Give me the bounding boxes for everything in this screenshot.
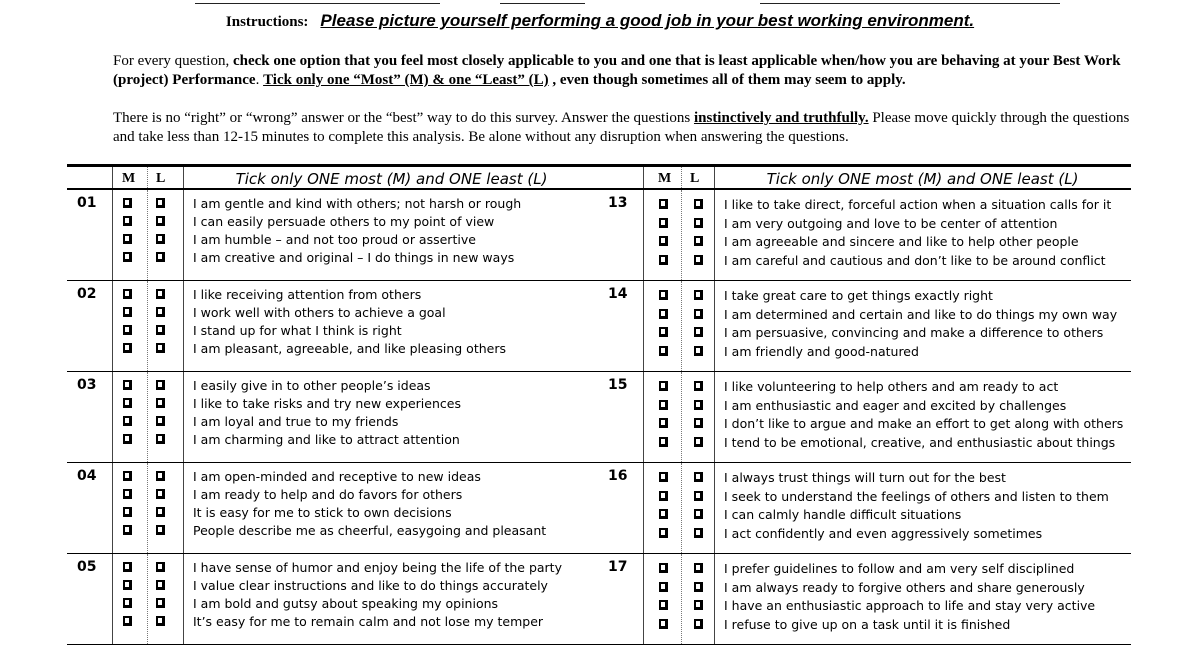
option-text: I am pleasant, agreeable, and like pleasing others bbox=[193, 341, 506, 356]
most-checkbox[interactable] bbox=[659, 528, 668, 538]
most-checkbox[interactable] bbox=[659, 218, 668, 228]
least-checkbox[interactable] bbox=[156, 289, 165, 299]
option-row bbox=[67, 504, 600, 522]
most-checkbox[interactable] bbox=[123, 525, 132, 535]
option-row bbox=[67, 595, 600, 613]
col-m-header: M bbox=[658, 171, 672, 186]
option-text: I am very outgoing and love to be center of attention bbox=[724, 215, 1058, 231]
intro-p1-d: Tick only one “Most” (M) & one “Least” (L) bbox=[263, 72, 549, 88]
intro-p1-a: For every question, bbox=[113, 53, 233, 69]
option-text: I am careful and cautious and don’t like to be around conflict bbox=[724, 252, 1106, 268]
least-checkbox[interactable] bbox=[694, 290, 703, 300]
question-block bbox=[598, 554, 1131, 645]
col-l-header: L bbox=[156, 171, 166, 186]
option-row bbox=[598, 415, 1131, 433]
option-row bbox=[598, 579, 1131, 597]
least-checkbox[interactable] bbox=[694, 472, 703, 482]
instructions bbox=[0, 11, 1200, 31]
question-block bbox=[598, 372, 1131, 463]
least-checkbox[interactable] bbox=[156, 307, 165, 317]
least-checkbox[interactable] bbox=[694, 346, 703, 356]
question-block bbox=[598, 281, 1131, 372]
least-checkbox[interactable] bbox=[156, 380, 165, 390]
question-block bbox=[67, 190, 600, 281]
option-row bbox=[598, 397, 1131, 415]
most-checkbox[interactable] bbox=[123, 434, 132, 444]
form-fields-top-line bbox=[0, 0, 1200, 8]
least-checkbox[interactable] bbox=[694, 491, 703, 501]
intro-p1-c: . bbox=[255, 72, 264, 88]
option-row bbox=[67, 395, 600, 413]
option-row bbox=[67, 468, 600, 486]
least-checkbox[interactable] bbox=[694, 381, 703, 391]
option-text: I am gentle and kind with others; not harsh or rough bbox=[193, 196, 522, 211]
most-checkbox[interactable] bbox=[659, 619, 668, 629]
option-text: I value clear instructions and like to do things accurately bbox=[193, 578, 548, 593]
option-text: I can calmly handle difficult situations bbox=[724, 507, 962, 522]
question-block bbox=[67, 372, 600, 463]
option-text: It’s easy for me to remain calm and not lose my temper bbox=[193, 614, 544, 629]
intro-p2-c: Please move quickly through the questions and take less than 12-15 minutes to complete this analysis. Be alone without any disruption when answering the questions. bbox=[113, 110, 1130, 145]
option-row bbox=[598, 306, 1131, 324]
option-row bbox=[67, 304, 600, 322]
intro-p1-b: check one option that you feel most closely applicable to you and one that is least applicable when/how you are behaving at your Best Work (project) Performance bbox=[113, 53, 1121, 88]
option-row bbox=[598, 287, 1131, 305]
option-text: I act confidently and even aggressively sometimes bbox=[724, 525, 1043, 541]
option-text: I am humble – and not too proud or assertive bbox=[193, 232, 476, 247]
option-text: I am always ready to forgive others and share generously bbox=[724, 579, 1085, 595]
least-checkbox[interactable] bbox=[156, 598, 165, 608]
questions-table-right bbox=[598, 164, 1131, 645]
option-text: I have sense of humor and enjoy being the life of the party bbox=[193, 560, 562, 575]
least-checkbox[interactable] bbox=[156, 616, 165, 626]
most-checkbox[interactable] bbox=[659, 400, 668, 410]
least-checkbox[interactable] bbox=[156, 325, 165, 335]
col-title-header: Tick only ONE most (M) and ONE least (L) bbox=[235, 170, 548, 188]
option-text: I like to take risks and try new experiences bbox=[193, 396, 461, 411]
intro-paragraph-1 bbox=[113, 52, 1133, 90]
question-number: 04 bbox=[77, 468, 97, 484]
option-text: I am agreeable and sincere and like to help other people bbox=[724, 234, 1079, 249]
most-checkbox[interactable] bbox=[123, 471, 132, 481]
most-checkbox[interactable] bbox=[123, 307, 132, 317]
most-checkbox[interactable] bbox=[123, 616, 132, 626]
option-text: People describe me as cheerful, easygoing and pleasant bbox=[193, 523, 547, 538]
least-checkbox[interactable] bbox=[694, 418, 703, 428]
question-number: 15 bbox=[608, 377, 628, 393]
most-checkbox[interactable] bbox=[123, 252, 132, 262]
least-checkbox[interactable] bbox=[156, 489, 165, 499]
option-text: I am loyal and true to my friends bbox=[193, 414, 399, 429]
questions-table-left bbox=[67, 164, 600, 645]
most-checkbox[interactable] bbox=[123, 598, 132, 608]
intro-p1-e: , even though sometimes all of them may seem to apply. bbox=[548, 72, 906, 88]
least-checkbox[interactable] bbox=[694, 600, 703, 610]
option-row bbox=[67, 431, 600, 449]
option-text: I work well with others to achieve a goal bbox=[193, 305, 446, 320]
option-text: I stand up for what I think is right bbox=[193, 323, 402, 338]
option-text: I tend to be emotional, creative, and enthusiastic about things bbox=[724, 434, 1116, 450]
most-checkbox[interactable] bbox=[123, 198, 132, 208]
most-checkbox[interactable] bbox=[123, 416, 132, 426]
most-checkbox[interactable] bbox=[659, 472, 668, 482]
least-checkbox[interactable] bbox=[694, 236, 703, 246]
question-block bbox=[67, 554, 600, 645]
option-row bbox=[598, 324, 1131, 342]
most-checkbox[interactable] bbox=[659, 327, 668, 337]
option-text: I am persuasive, convincing and make a difference to others bbox=[724, 325, 1104, 340]
least-checkbox[interactable] bbox=[694, 563, 703, 573]
least-checkbox[interactable] bbox=[156, 471, 165, 481]
option-row bbox=[67, 249, 600, 267]
question-number: 02 bbox=[77, 286, 97, 302]
option-text: I am friendly and good-natured bbox=[724, 343, 919, 359]
option-text: I am enthusiastic and eager and excited by challenges bbox=[724, 397, 1067, 413]
option-row bbox=[67, 413, 600, 431]
intro-p2-a: There is no “right” or “wrong” answer or the “best” way to do this survey. Answer the questions bbox=[113, 110, 694, 126]
option-row bbox=[598, 233, 1131, 251]
most-checkbox[interactable] bbox=[123, 289, 132, 299]
question-block bbox=[598, 190, 1131, 281]
most-checkbox[interactable] bbox=[659, 199, 668, 209]
least-checkbox[interactable] bbox=[156, 416, 165, 426]
table-header bbox=[598, 164, 1131, 190]
option-row bbox=[598, 469, 1131, 487]
most-checkbox[interactable] bbox=[123, 234, 132, 244]
question-block bbox=[67, 463, 600, 554]
option-text: I am charming and like to attract attention bbox=[193, 432, 460, 447]
option-row bbox=[67, 322, 600, 340]
option-text: I am open-minded and receptive to new ideas bbox=[193, 469, 481, 484]
option-row bbox=[67, 377, 600, 395]
least-checkbox[interactable] bbox=[694, 437, 703, 447]
most-checkbox[interactable] bbox=[659, 600, 668, 610]
option-text: I am creative and original – I do things in new ways bbox=[193, 250, 515, 265]
intro-paragraph-2 bbox=[113, 109, 1133, 147]
question-number: 05 bbox=[77, 559, 97, 575]
most-checkbox[interactable] bbox=[659, 255, 668, 265]
option-text: It is easy for me to stick to own decisions bbox=[193, 505, 452, 520]
question-number: 03 bbox=[77, 377, 97, 393]
most-checkbox[interactable] bbox=[659, 346, 668, 356]
most-checkbox[interactable] bbox=[659, 563, 668, 573]
least-checkbox[interactable] bbox=[694, 528, 703, 538]
option-text: I am determined and certain and like to do things my own way bbox=[724, 306, 1118, 322]
question-number: 13 bbox=[608, 195, 628, 211]
option-row bbox=[598, 343, 1131, 361]
most-checkbox[interactable] bbox=[659, 509, 668, 519]
question-number: 14 bbox=[608, 286, 628, 302]
question-block bbox=[67, 281, 600, 372]
least-checkbox[interactable] bbox=[694, 199, 703, 209]
most-checkbox[interactable] bbox=[123, 216, 132, 226]
option-row bbox=[67, 286, 600, 304]
option-row bbox=[598, 560, 1131, 578]
most-checkbox[interactable] bbox=[123, 325, 132, 335]
most-checkbox[interactable] bbox=[659, 437, 668, 447]
option-text: I prefer guidelines to follow and am very self disciplined bbox=[724, 561, 1075, 576]
least-checkbox[interactable] bbox=[156, 580, 165, 590]
table-header bbox=[67, 164, 600, 190]
option-text: I always trust things will turn out for the best bbox=[724, 470, 1006, 485]
most-checkbox[interactable] bbox=[659, 290, 668, 300]
option-row bbox=[67, 613, 600, 631]
option-row bbox=[67, 577, 600, 595]
most-checkbox[interactable] bbox=[659, 582, 668, 592]
col-title-header: Tick only ONE most (M) and ONE least (L) bbox=[766, 170, 1079, 188]
question-block bbox=[598, 463, 1131, 554]
least-checkbox[interactable] bbox=[156, 198, 165, 208]
most-checkbox[interactable] bbox=[123, 398, 132, 408]
most-checkbox[interactable] bbox=[123, 380, 132, 390]
question-number: 16 bbox=[608, 468, 628, 484]
most-checkbox[interactable] bbox=[123, 489, 132, 499]
option-row bbox=[598, 252, 1131, 270]
option-text: I take great care to get things exactly right bbox=[724, 288, 993, 303]
question-number: 17 bbox=[608, 559, 628, 575]
option-row bbox=[67, 195, 600, 213]
least-checkbox[interactable] bbox=[694, 509, 703, 519]
most-checkbox[interactable] bbox=[659, 491, 668, 501]
least-checkbox[interactable] bbox=[694, 400, 703, 410]
least-checkbox[interactable] bbox=[156, 525, 165, 535]
least-checkbox[interactable] bbox=[156, 216, 165, 226]
least-checkbox[interactable] bbox=[694, 255, 703, 265]
option-text: I am ready to help and do favors for others bbox=[193, 487, 463, 502]
option-text: I easily give in to other people’s ideas bbox=[193, 378, 431, 393]
option-row bbox=[67, 522, 600, 540]
option-text: I like volunteering to help others and am ready to act bbox=[724, 379, 1059, 394]
option-text: I am bold and gutsy about speaking my opinions bbox=[193, 596, 499, 611]
option-text: I like to take direct, forceful action when a situation calls for it bbox=[724, 197, 1112, 212]
option-row bbox=[67, 340, 600, 358]
option-row bbox=[598, 525, 1131, 543]
option-row bbox=[67, 231, 600, 249]
col-m-header: M bbox=[122, 171, 136, 186]
option-row bbox=[67, 213, 600, 231]
intro-p2-b: instinctively and truthfully. bbox=[693, 110, 869, 126]
most-checkbox[interactable] bbox=[659, 309, 668, 319]
most-checkbox[interactable] bbox=[659, 236, 668, 246]
least-checkbox[interactable] bbox=[694, 309, 703, 319]
option-row bbox=[598, 434, 1131, 452]
option-row bbox=[598, 488, 1131, 506]
least-checkbox[interactable] bbox=[156, 234, 165, 244]
option-row bbox=[67, 486, 600, 504]
instructions-text: Please picture yourself performing a good job in your best working environment. bbox=[320, 11, 975, 30]
option-text: I like receiving attention from others bbox=[193, 287, 422, 302]
option-row bbox=[67, 559, 600, 577]
most-checkbox[interactable] bbox=[659, 418, 668, 428]
option-row bbox=[598, 378, 1131, 396]
option-text: I don’t like to argue and make an effort to get along with others bbox=[724, 416, 1124, 431]
least-checkbox[interactable] bbox=[156, 562, 165, 572]
least-checkbox[interactable] bbox=[156, 434, 165, 444]
most-checkbox[interactable] bbox=[659, 381, 668, 391]
instructions-label: Instructions: bbox=[225, 14, 309, 30]
option-row bbox=[598, 616, 1131, 634]
col-l-header: L bbox=[690, 171, 700, 186]
least-checkbox[interactable] bbox=[156, 398, 165, 408]
least-checkbox[interactable] bbox=[694, 582, 703, 592]
option-text: I can easily persuade others to my point of view bbox=[193, 214, 495, 229]
option-row bbox=[598, 215, 1131, 233]
option-row bbox=[598, 506, 1131, 524]
option-row bbox=[598, 597, 1131, 615]
option-text: I seek to understand the feelings of others and listen to them bbox=[724, 488, 1109, 504]
most-checkbox[interactable] bbox=[123, 507, 132, 517]
least-checkbox[interactable] bbox=[694, 327, 703, 337]
option-text: I refuse to give up on a task until it is finished bbox=[724, 616, 1011, 632]
least-checkbox[interactable] bbox=[694, 619, 703, 629]
most-checkbox[interactable] bbox=[123, 343, 132, 353]
most-checkbox[interactable] bbox=[123, 580, 132, 590]
least-checkbox[interactable] bbox=[694, 218, 703, 228]
most-checkbox[interactable] bbox=[123, 562, 132, 572]
least-checkbox[interactable] bbox=[156, 507, 165, 517]
option-row bbox=[598, 196, 1131, 214]
least-checkbox[interactable] bbox=[156, 343, 165, 353]
least-checkbox[interactable] bbox=[156, 252, 165, 262]
question-number: 01 bbox=[77, 195, 97, 211]
option-text: I have an enthusiastic approach to life and stay very active bbox=[724, 598, 1096, 613]
